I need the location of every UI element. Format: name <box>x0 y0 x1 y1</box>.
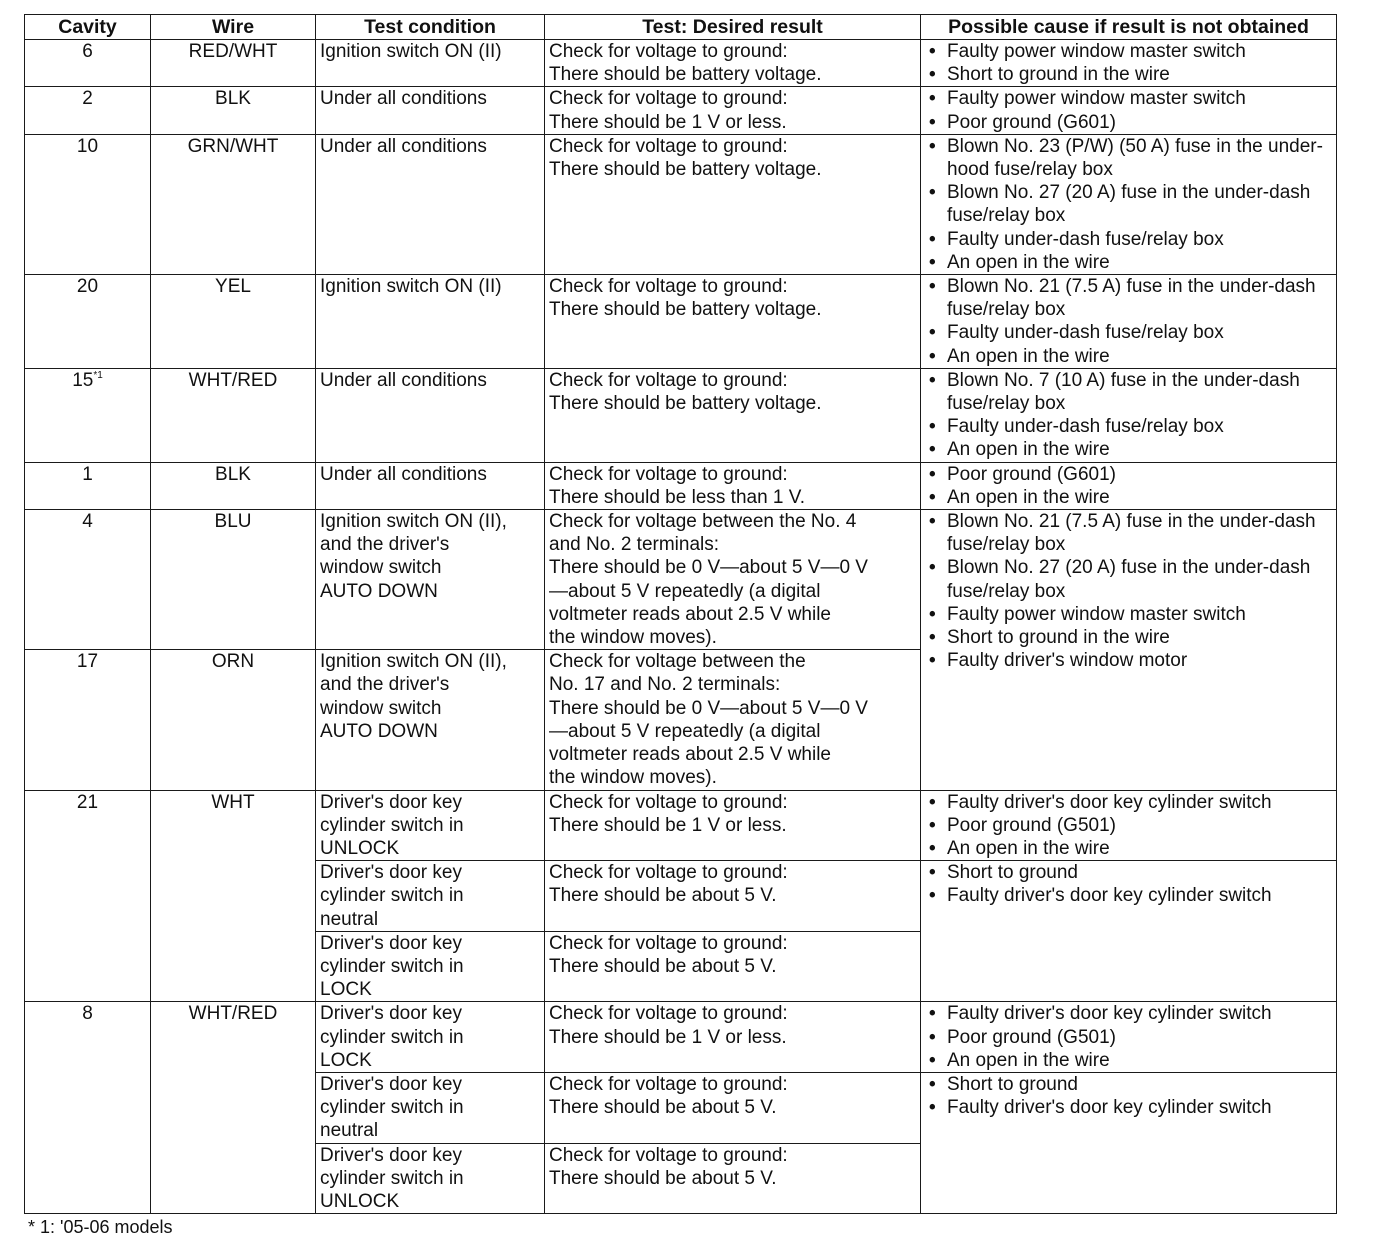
bullet-icon: • <box>929 463 936 485</box>
bullet-icon: • <box>929 41 936 62</box>
cause-text: Poor ground (G501) <box>947 1026 1116 1048</box>
cause-item <box>925 275 1332 321</box>
cause-cell <box>921 790 1337 861</box>
bullet-icon: • <box>929 862 936 884</box>
desired-result-cell: Check for voltage to ground: There should be 1 V or less. <box>545 1002 921 1073</box>
cause-text: Faulty under-dash fuse/relay box <box>947 322 1224 344</box>
cause-text: Poor ground (G501) <box>947 814 1116 836</box>
cause-cell <box>921 462 1337 509</box>
cause-list <box>925 861 1332 907</box>
cause-text: Faulty driver's door key cylinder switch <box>947 1003 1272 1025</box>
cavity-cell <box>25 462 151 509</box>
test-condition-cell: Driver's door key cylinder switch in neutral <box>316 861 545 932</box>
bullet-icon: • <box>929 1049 936 1071</box>
header-cavity: Cavity <box>25 15 151 40</box>
bullet-icon: • <box>929 369 936 391</box>
desired-result-cell: Check for voltage to ground: There should be less than 1 V. <box>545 462 921 509</box>
cause-item <box>925 63 1332 86</box>
bullet-icon: • <box>929 228 936 250</box>
table-row <box>25 790 1337 861</box>
desired-result-cell: Check for voltage between the No. 4 and No. 2 terminals: There should be 0 V—about 5 V—0 V —about 5 V repeatedly (a digital voltmeter reads about 2.5 V while the window moves). <box>545 510 921 650</box>
test-condition-cell: Under all conditions <box>316 134 545 274</box>
cavity-number: 4 <box>82 511 93 533</box>
bullet-icon: • <box>929 64 936 86</box>
cause-list <box>925 87 1332 133</box>
cause-text: Short to ground in the wire <box>947 627 1170 649</box>
cause-text: Poor ground (G601) <box>947 111 1116 133</box>
bullet-icon: • <box>929 1003 936 1025</box>
cavity-number: 1 <box>82 463 93 485</box>
cause-item <box>925 486 1332 509</box>
cause-item <box>925 463 1332 486</box>
cause-item <box>925 861 1332 884</box>
cause-item <box>925 556 1332 602</box>
bullet-icon: • <box>929 439 936 461</box>
cause-text: An open in the wire <box>947 1049 1110 1071</box>
cause-cell <box>921 40 1337 87</box>
cavity-cell <box>25 510 151 650</box>
cause-text: Blown No. 7 (10 A) fuse in the under-dash fuse/relay box <box>947 369 1300 415</box>
cause-text: Faulty driver's door key cylinder switch <box>947 885 1272 907</box>
cause-item <box>925 345 1332 368</box>
cause-text: Blown No. 27 (20 A) fuse in the under-dash fuse/relay box <box>947 182 1311 227</box>
cause-text: Faulty driver's window motor <box>947 650 1188 672</box>
cause-cell <box>921 87 1337 134</box>
desired-result-cell: Check for voltage to ground: There should be about 5 V. <box>545 1072 921 1143</box>
test-condition-cell: Under all conditions <box>316 87 545 134</box>
test-condition-cell: Driver's door key cylinder switch in UNLOCK <box>316 1143 545 1214</box>
table-row <box>25 87 1337 134</box>
header-test-condition: Test condition <box>316 15 545 40</box>
bullet-icon: • <box>929 182 936 204</box>
desired-result-cell: Check for voltage to ground: There should be battery voltage. <box>545 134 921 274</box>
test-condition-cell: Ignition switch ON (II) <box>316 275 545 369</box>
cavity-cell <box>25 40 151 87</box>
cause-cell <box>921 368 1337 462</box>
header-possible-cause: Possible cause if result is not obtained <box>921 15 1337 40</box>
cavity-cell <box>25 368 151 462</box>
cause-text: Short to ground <box>947 1073 1078 1095</box>
desired-result-cell: Check for voltage to ground: There should be battery voltage. <box>545 275 921 369</box>
test-condition-cell: Driver's door key cylinder switch in LOCK <box>316 931 545 1002</box>
cause-item <box>925 837 1332 860</box>
cause-item <box>925 438 1332 461</box>
desired-result-cell: Check for voltage to ground: There should be battery voltage. <box>545 368 921 462</box>
bullet-icon: • <box>929 791 936 813</box>
cause-list <box>925 791 1332 861</box>
cause-item <box>925 415 1332 438</box>
table-row <box>25 275 1337 369</box>
cause-text: Faulty power window master switch <box>947 88 1246 110</box>
test-condition-cell: Under all conditions <box>316 368 545 462</box>
cavity-test-table <box>24 14 1337 1214</box>
cause-item <box>925 228 1332 251</box>
cause-item <box>925 1026 1332 1049</box>
desired-result-cell: Check for voltage between the No. 17 and No. 2 terminals: There should be 0 V—about 5 V—0 V —about 5 V repeatedly (a digital voltmeter reads about 2.5 V while the window moves). <box>545 650 921 790</box>
bullet-icon: • <box>929 345 936 367</box>
cause-list <box>925 40 1332 86</box>
test-condition-cell: Under all conditions <box>316 462 545 509</box>
cavity-number: 8 <box>82 1003 93 1025</box>
bullet-icon: • <box>929 814 936 836</box>
troubleshooting-page <box>24 14 1336 1237</box>
header-wire: Wire <box>151 15 316 40</box>
cause-text: An open in the wire <box>947 251 1110 273</box>
test-condition-cell: Driver's door key cylinder switch in LOCK <box>316 1002 545 1073</box>
cause-text: Short to ground in the wire <box>947 64 1170 86</box>
wire-cell: BLK <box>151 462 316 509</box>
desired-result-cell: Check for voltage to ground: There should be 1 V or less. <box>545 87 921 134</box>
cavity-cell <box>25 650 151 790</box>
table-row <box>25 1002 1337 1073</box>
cause-text: Faulty power window master switch <box>947 41 1246 62</box>
bullet-icon: • <box>929 416 936 438</box>
cavity-number: 10 <box>76 135 99 157</box>
cause-item <box>925 1049 1332 1072</box>
cause-text: Blown No. 21 (7.5 A) fuse in the under-dash fuse/relay box <box>947 511 1316 556</box>
cause-item <box>925 1002 1332 1025</box>
cause-list <box>925 1073 1332 1119</box>
table-header-row <box>25 15 1337 40</box>
bullet-icon: • <box>929 322 936 344</box>
cause-item <box>925 1096 1332 1119</box>
cavity-number: 15 <box>72 369 94 391</box>
cause-cell <box>921 510 1337 790</box>
cause-item <box>925 814 1332 837</box>
bullet-icon: • <box>929 251 936 273</box>
cause-text: Blown No. 21 (7.5 A) fuse in the under-dash fuse/relay box <box>947 276 1316 321</box>
cause-item <box>925 1073 1332 1096</box>
cavity-cell <box>25 87 151 134</box>
cause-item <box>925 181 1332 227</box>
bullet-icon: • <box>929 511 936 533</box>
cause-cell <box>921 861 1337 1002</box>
wire-cell: WHT/RED <box>151 1002 316 1214</box>
cavity-cell <box>25 1002 151 1214</box>
cause-text: Blown No. 23 (P/W) (50 A) fuse in the under-hood fuse/relay box <box>947 135 1323 181</box>
wire-cell: BLU <box>151 510 316 650</box>
cause-text: Blown No. 27 (20 A) fuse in the under-dash fuse/relay box <box>947 557 1311 602</box>
test-condition-cell: Driver's door key cylinder switch in neutral <box>316 1072 545 1143</box>
bullet-icon: • <box>929 1097 936 1119</box>
wire-cell: RED/WHT <box>151 40 316 87</box>
cause-item <box>925 510 1332 556</box>
cause-text: Short to ground <box>947 862 1078 884</box>
cause-text: Faulty power window master switch <box>947 603 1246 625</box>
cause-text: Poor ground (G601) <box>947 463 1116 485</box>
cause-text: Faulty driver's door key cylinder switch <box>947 1097 1272 1119</box>
cause-text: An open in the wire <box>947 837 1110 859</box>
table-row <box>25 368 1337 462</box>
cause-item <box>925 135 1332 181</box>
cause-item <box>925 251 1332 274</box>
cause-cell <box>921 275 1337 369</box>
cause-text: Faulty under-dash fuse/relay box <box>947 416 1224 438</box>
bullet-icon: • <box>929 1026 936 1048</box>
test-condition-cell: Driver's door key cylinder switch in UNLOCK <box>316 790 545 861</box>
cause-item <box>925 603 1332 626</box>
bullet-icon: • <box>929 557 936 579</box>
bullet-icon: • <box>929 837 936 859</box>
bullet-icon: • <box>929 135 936 157</box>
cavity-cell <box>25 134 151 274</box>
test-condition-cell: Ignition switch ON (II) <box>316 40 545 87</box>
cause-item <box>925 884 1332 907</box>
bullet-icon: • <box>929 486 936 508</box>
cause-text: An open in the wire <box>947 439 1110 461</box>
cavity-cell <box>25 275 151 369</box>
header-desired-result: Test: Desired result <box>545 15 921 40</box>
bullet-icon: • <box>929 650 936 672</box>
cause-list <box>925 510 1332 672</box>
cause-list <box>925 463 1332 509</box>
table-row <box>25 510 1337 650</box>
footnote: * 1: '05-06 models <box>28 1217 173 1237</box>
table-body <box>25 40 1337 1214</box>
cause-list <box>925 275 1332 368</box>
wire-cell: BLK <box>151 87 316 134</box>
cause-item <box>925 87 1332 110</box>
cause-item <box>925 649 1332 672</box>
cause-cell <box>921 134 1337 274</box>
cause-item <box>925 369 1332 415</box>
cause-item <box>925 626 1332 649</box>
bullet-icon: • <box>929 88 936 110</box>
cause-item <box>925 321 1332 344</box>
cause-item <box>925 111 1332 134</box>
cause-text: Faulty driver's door key cylinder switch <box>947 791 1272 813</box>
cavity-cell <box>25 790 151 1002</box>
cause-text: An open in the wire <box>947 345 1110 367</box>
wire-cell: WHT/RED <box>151 368 316 462</box>
cause-item <box>925 791 1332 814</box>
desired-result-cell: Check for voltage to ground: There should be about 5 V. <box>545 861 921 932</box>
cavity-number: 21 <box>76 791 99 813</box>
cause-list <box>925 369 1332 462</box>
cause-cell <box>921 1072 1337 1213</box>
wire-cell: ORN <box>151 650 316 790</box>
cause-item <box>925 40 1332 63</box>
footnote-mark: *1 <box>93 369 103 381</box>
cause-list <box>925 135 1332 274</box>
table-row <box>25 40 1337 87</box>
test-condition-cell: Ignition switch ON (II), and the driver's window switch AUTO DOWN <box>316 510 545 650</box>
bullet-icon: • <box>929 627 936 649</box>
wire-cell: WHT <box>151 790 316 1002</box>
bullet-icon: • <box>929 276 936 298</box>
cavity-number: 6 <box>82 41 93 62</box>
cause-cell <box>921 1002 1337 1073</box>
cause-text: Faulty under-dash fuse/relay box <box>947 228 1224 250</box>
bullet-icon: • <box>929 111 936 133</box>
table-row <box>25 462 1337 509</box>
desired-result-cell: Check for voltage to ground: There should be about 5 V. <box>545 1143 921 1214</box>
cavity-number: 20 <box>76 276 99 298</box>
bullet-icon: • <box>929 885 936 907</box>
cause-list <box>925 1002 1332 1072</box>
bullet-icon: • <box>929 603 936 625</box>
desired-result-cell: Check for voltage to ground: There should be about 5 V. <box>545 931 921 1002</box>
table-row <box>25 134 1337 274</box>
cavity-number: 17 <box>76 651 99 673</box>
test-condition-cell: Ignition switch ON (II), and the driver's window switch AUTO DOWN <box>316 650 545 790</box>
wire-cell: GRN/WHT <box>151 134 316 274</box>
bullet-icon: • <box>929 1073 936 1095</box>
wire-cell: YEL <box>151 275 316 369</box>
desired-result-cell: Check for voltage to ground: There should be 1 V or less. <box>545 790 921 861</box>
desired-result-cell: Check for voltage to ground: There should be battery voltage. <box>545 40 921 87</box>
cause-text: An open in the wire <box>947 486 1110 508</box>
cavity-number: 2 <box>82 88 93 110</box>
